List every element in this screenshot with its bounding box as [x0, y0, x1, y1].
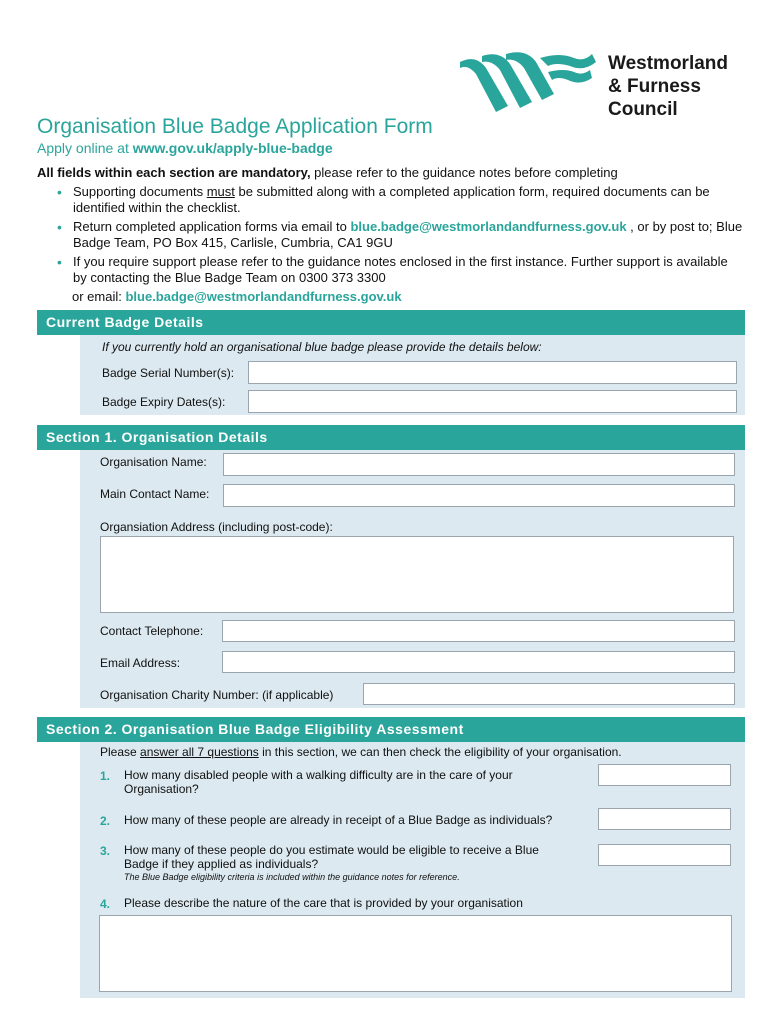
current-badge-note: If you currently hold an organisational blue badge please provide the details below: — [102, 340, 542, 354]
bullet-1-pre: Supporting documents — [73, 184, 207, 199]
bullet-2-pre: Return completed application forms via email to — [73, 219, 351, 234]
section-1-panel — [80, 450, 745, 708]
contact-telephone-label: Contact Telephone: — [100, 624, 204, 638]
question-4-text: Please describe the nature of the care that is provided by your organisation — [124, 896, 523, 910]
question-2-number: 2. — [100, 814, 111, 828]
or-email-link[interactable]: blue.badge@westmorlandandfurness.gov.uk — [125, 289, 402, 304]
email-address-input[interactable] — [222, 651, 735, 673]
council-name-line-2: & Furness — [608, 76, 701, 97]
charity-number-label: Organisation Charity Number: (if applicable) — [100, 688, 334, 702]
email-link[interactable]: blue.badge@westmorlandandfurness.gov.uk — [350, 219, 627, 234]
instr-post: in this section, we can then check the eligibility of your organisation. — [258, 745, 622, 759]
charity-number-input[interactable] — [363, 683, 735, 705]
question-3-input[interactable] — [598, 844, 731, 866]
council-name-line-3: Council — [608, 99, 678, 120]
question-1-text: How many disabled people with a walking difficulty are in the care of your Organisation? — [124, 768, 513, 796]
bullet-1-must: must — [206, 184, 235, 199]
bullet-1-post: be submitted along with a completed application form, required documents can be identified within the checklist. — [73, 184, 710, 215]
question-2-input[interactable] — [598, 808, 731, 830]
question-4-number: 4. — [100, 897, 111, 911]
address-label: Organsiation Address (including post-code): — [100, 520, 333, 534]
apply-url-link[interactable]: www.gov.uk/apply-blue-badge — [132, 140, 333, 156]
council-logo-icon — [456, 50, 606, 118]
apply-online-line — [37, 140, 333, 156]
instr-underlined: answer all 7 questions — [140, 745, 259, 759]
contact-telephone-input[interactable] — [222, 620, 735, 642]
section-2-instructions — [100, 745, 622, 759]
council-name-line-1: Westmorland — [608, 53, 729, 74]
question-1-input[interactable] — [598, 764, 731, 786]
current-badge-panel — [80, 335, 745, 415]
instr-pre: Please — [100, 745, 141, 759]
or-email-line — [72, 289, 402, 304]
intro-rest: please refer to the guidance notes before completing — [310, 165, 618, 180]
section-2-panel — [80, 742, 745, 998]
section-2-heading: Section 2. Organisation Blue Badge Eligibility Assessment — [37, 717, 745, 742]
list-item — [55, 219, 745, 251]
address-textarea[interactable] — [100, 536, 734, 613]
current-badge-heading: Current Badge Details — [37, 310, 745, 335]
question-3-number: 3. — [100, 844, 111, 858]
section-1-heading: Section 1. Organisation Details — [37, 425, 745, 450]
badge-serial-input[interactable] — [248, 361, 737, 384]
badge-serial-label: Badge Serial Number(s): — [102, 366, 235, 380]
intro-text — [37, 165, 618, 180]
email-address-label: Email Address: — [100, 656, 181, 670]
page-title: Organisation Blue Badge Application Form — [37, 115, 433, 138]
question-4-textarea[interactable] — [99, 915, 732, 992]
list-item — [55, 254, 745, 286]
main-contact-input[interactable] — [223, 484, 735, 507]
badge-expiry-label: Badge Expiry Dates(s): — [102, 395, 226, 409]
list-item — [55, 184, 745, 216]
question-1-number: 1. — [100, 769, 111, 783]
council-name — [608, 52, 728, 121]
intro-bold: All fields within each section are mandatory, — [37, 165, 311, 180]
badge-expiry-input[interactable] — [248, 390, 737, 413]
instructions-list — [55, 184, 745, 289]
question-3-note: The Blue Badge eligibility criteria is included within the guidance notes for reference. — [124, 872, 460, 882]
question-3-text: How many of these people do you estimate would be eligible to receive a Blue Badge if they applied as individuals? — [124, 843, 539, 871]
question-2-text: How many of these people are already in receipt of a Blue Badge as individuals? — [124, 813, 553, 827]
org-name-label: Organisation Name: — [100, 455, 207, 469]
apply-prefix: Apply online at — [37, 140, 133, 156]
bullet-3-text: If you require support please refer to the guidance notes enclosed in the first instance. Further support is available by contacting the Blue Badge Team on 0300 373 3300 — [73, 254, 728, 285]
org-name-input[interactable] — [223, 453, 735, 476]
or-email-pre: or email: — [72, 289, 126, 304]
main-contact-label: Main Contact Name: — [100, 487, 210, 501]
bullet-2-post: , or by post to; Blue Badge Team, PO Box 415, Carlisle, Cumbria, CA1 9GU — [73, 219, 743, 250]
